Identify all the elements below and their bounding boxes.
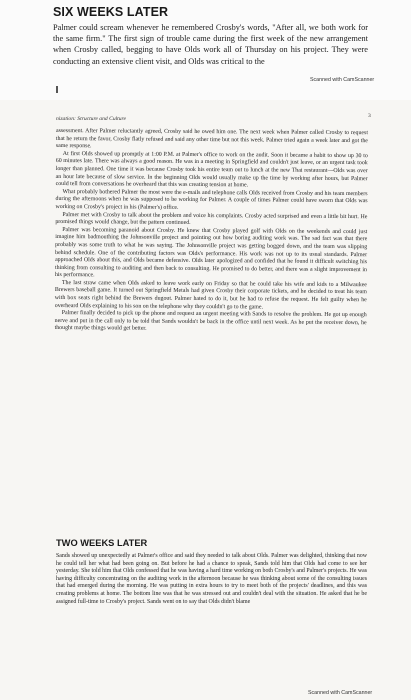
top-page [0, 0, 411, 101]
paragraph: At first Olds showed up promptly at 1:00 P.M. at Palmer's office to work on the audit. Soon it became a habit to show up 30 to 60 minutes late. There was always a good reason. He was in a meeting in Springfield and couldn't just leave, or an urgent task took longer than planned. One time it was because Crosby took his entire team out to lunch at the new Thai restaurant—Olds was over an hour late because of slow service. In the beginning Olds would usually make up the time by working after hours, but Palmer could tell from conversations he overheard that this was creating tension at home. [55, 150, 368, 189]
page-number: 3 [368, 113, 371, 119]
paragraph: The last straw came when Olds asked to leave work early on Friday so that he could take his wife and kids to a Milwaukee Brewers baseball game. It turned out Springfield Metals had given Crosby their corporate tickets, and he decided to treat his team with box seats right behind the Brewers dugout. Palmer hated to do it, but he had to refuse the request. He felt guilty when he overheard Olds explaining to his son on the telephone why they couldn't go to the game. [54, 279, 367, 311]
section-heading-six-weeks: SIX WEEKS LATER [53, 5, 169, 19]
paragraph: What probably bothered Palmer the most were the e-mails and telephone calls Olds received from Crosby and his team members during the afternoons when he was supposed to be working for Palmer. A couple of times Palmer could have sworn that Olds was working on Crosby's project in his (Palmer's) office. [55, 188, 368, 211]
body-text [55, 128, 368, 335]
scanner-watermark: Scanned with CamScanner [310, 77, 375, 83]
paragraph: Palmer finally decided to pick up the phone and request an urgent meeting with Sands to resolve the problem. He got up enough nerve and put in the call only to be told that Sands wouldn't be back in the office until next week. As he put the receiver down, he thought maybe things would get better. [54, 310, 367, 333]
paragraph: Palmer met with Crosby to talk about the problem and voice his complaints. Crosby acted surprised and even a little bit hurt. He promised things would change, but the pattern continued. [55, 211, 368, 227]
paragraph: Palmer was becoming paranoid about Crosby. He knew that Crosby played golf with Olds on the weekends and could just imagine him badmouthing the Johnsonville project and pointing out how boring auditing work was. The sad fact was that there probably was some truth to what he was saying. The Johnsonville project was getting bogged down, and the team was slipping behind schedule. One of the contributing factors was Olds's performance. His work was not up to its usual standards. Palmer approached Olds about this, and Olds became defensive. Olds later apologized and confided that he found it difficult switching his thinking from consulting to auditing and then back to consulting. He promised to do better, and there was a slight improvement in his performance. [54, 226, 368, 279]
scanner-watermark-bottom: Scanned with CamScanner [308, 690, 373, 696]
top-paragraph: Palmer could scream whenever he remembered Crosby's words, "After all, we both work for the same firm." The first sign of trouble came during the first week of the new arrangement when Crosby called, begging to have Olds work all of Thursday on his project. They were conducting an extensive client visit, and Olds was critical to the [53, 23, 368, 66]
running-head: nization: Structure and Culture [56, 116, 126, 122]
page-margin-mark [56, 86, 58, 93]
section-heading-two-weeks: TWO WEEKS LATER [56, 538, 148, 548]
paragraph: assessment. After Palmer reluctantly agreed, Crosby said he owed him one. The next week when Palmer called Crosby to request that he return the favor, Crosby flatly refused and said any other time but not this week. Palmer tried again a week later and got the same response. [55, 128, 368, 150]
last-paragraph: Sands showed up unexpectedly at Palmer's office and said they needed to talk about Olds. Palmer was delighted, thinking that now he could tell her what had been going on. But before he had a chance to speak, Sands told him that Olds had come to see her yesterday. She told him that Olds confessed that he was having a hard time working on both Crosby's and Palmer's projects. He was having difficulty concentrating on the auditing work in the afternoon because he was thinking about some of the consulting issues that had emerged during the morning. He was putting in extra hours to try to meet both of the projects' deadlines, and this was creating problems at home. The bottom line was that he was stressed out and couldn't deal with the situation. He asked that he be assigned full-time to Crosby's project. Sands went on to say that Olds didn't blame [56, 553, 367, 605]
